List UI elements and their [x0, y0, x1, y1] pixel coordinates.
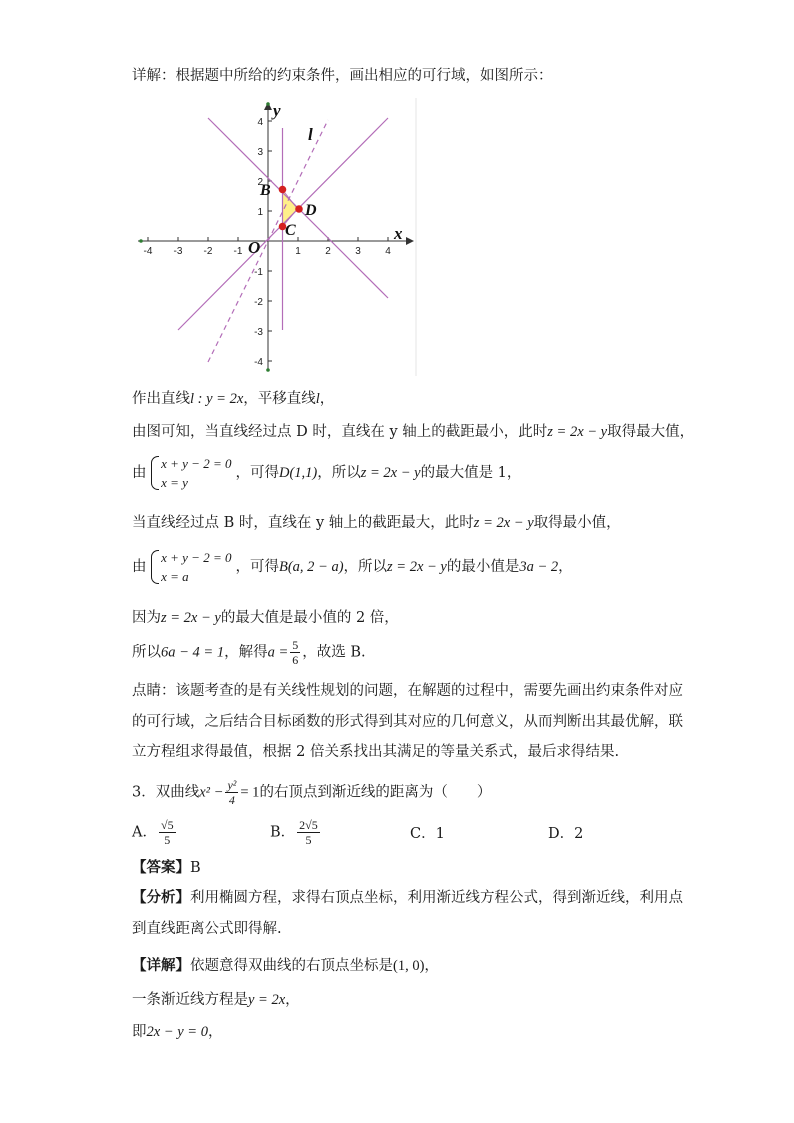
equation: x + y − 2 = 0	[161, 456, 232, 471]
point-B	[279, 186, 287, 194]
option-B[interactable]	[270, 818, 322, 847]
math: B(a, 2 − a)	[278, 559, 344, 575]
y-tick-label: 1	[257, 207, 263, 218]
denominator: 6	[292, 653, 299, 667]
label-x-axis: x	[394, 224, 403, 243]
label-C: C	[285, 222, 296, 239]
math: l	[315, 391, 320, 407]
math: = 1	[240, 784, 260, 801]
numerator: y²	[227, 778, 237, 792]
x-axis-arrow	[406, 237, 414, 245]
y-tick-label: 4	[257, 117, 263, 128]
text: ，可得	[235, 465, 279, 481]
y-tick-label: 2	[257, 177, 263, 188]
text: 的最大值是 1，	[420, 465, 522, 481]
detail-line-3	[132, 1022, 222, 1042]
label-y-axis: y	[273, 101, 281, 120]
y-axis-top-dot	[266, 102, 270, 106]
text: 利用椭圆方程，求得右顶点坐标，利用渐近线方程公式，得到渐近线，利用点	[190, 890, 683, 906]
math: 2x − y = 0	[146, 1024, 208, 1040]
question-3	[132, 778, 491, 807]
label-line-l: l	[308, 125, 313, 144]
x-tick-label: 2	[325, 246, 331, 257]
option-label: B．	[270, 824, 296, 841]
option-C[interactable]: C．1	[410, 826, 445, 842]
text: 由	[132, 465, 147, 481]
text: 由图可知，当直线经过点 D 时，直线在 y 轴上的截距最小，此时	[132, 424, 548, 440]
equation: x + y − 2 = 0	[161, 550, 232, 565]
analysis-line-2: 到直线距离公式即得解.	[132, 921, 282, 937]
numerator: 5	[292, 638, 299, 652]
math: 6a − 4 = 1	[161, 644, 225, 661]
answer-value: B	[190, 860, 201, 876]
text: ，	[319, 391, 335, 407]
math: (1, 0)	[393, 958, 425, 974]
text: 取得最小值，	[533, 515, 621, 531]
math: z = 2x − y	[387, 559, 447, 575]
math: z = 2x − y	[161, 610, 221, 626]
equation: x = y	[161, 475, 188, 490]
text: ，平移直线	[243, 391, 316, 407]
math: z = 2x − y	[360, 465, 421, 481]
math: y = 2x	[248, 992, 286, 1008]
step-line-4	[132, 513, 621, 533]
step-line-6	[132, 608, 399, 628]
y-axis-bottom-dot	[266, 368, 270, 372]
step-line-7	[132, 638, 366, 667]
y-tick-label: -1	[254, 267, 263, 278]
x-tick-label: 1	[295, 246, 301, 257]
y-tick-label: -3	[254, 327, 263, 338]
math: z = 2x − y	[547, 424, 608, 440]
axis-ticks	[144, 117, 392, 368]
x-axis-start-dot	[139, 239, 143, 243]
y-tick-label: -4	[254, 357, 263, 368]
fraction	[297, 818, 320, 847]
answer-tag: 【答案】	[132, 859, 190, 876]
x-tick-label: 4	[385, 246, 391, 257]
text: 所以	[132, 644, 161, 661]
text: 的右顶点到渐近线的距离为（ ）	[259, 784, 492, 801]
equation-system	[151, 548, 231, 586]
fraction	[225, 778, 238, 807]
step-line-3	[132, 454, 521, 492]
text: ，所以	[343, 559, 388, 575]
x-tick-label: -4	[143, 246, 153, 257]
text: ，	[424, 958, 439, 974]
analysis-tag: 【分析】	[132, 889, 190, 906]
y-tick-label: 3	[257, 147, 263, 158]
label-B: B	[260, 182, 271, 199]
step-line-5	[132, 548, 573, 586]
text: ，	[558, 559, 573, 575]
intro-text: 详解：根据题中所给的约束条件，画出相应的可行域，如图所示：	[132, 68, 553, 84]
math: 3a − 2	[519, 559, 559, 575]
analysis-line-1	[132, 888, 683, 908]
label-D: D	[305, 202, 317, 219]
denominator: 5	[164, 833, 171, 847]
remark-line-2: 的可行域，之后结合目标函数的形式得到其对应的几何意义，从而判断出其最优解，联	[132, 714, 683, 730]
text: 因为	[132, 610, 161, 626]
denominator: 5	[305, 833, 312, 847]
text: 的最小值是	[446, 559, 520, 575]
y-tick-label: -2	[254, 297, 263, 308]
x-tick-label: -3	[173, 246, 183, 257]
text: 当直线经过点 B 时，直线在 y 轴上的截距最大，此时	[132, 515, 474, 531]
numerator: 2√5	[299, 818, 318, 832]
math: D(1,1)	[278, 465, 318, 481]
detail-tag: 【详解】	[132, 957, 190, 974]
text: 一条渐近线方程是	[132, 992, 248, 1008]
point-D	[295, 205, 303, 213]
denominator: 4	[228, 793, 235, 807]
equation-system	[151, 454, 231, 492]
fraction	[290, 638, 300, 667]
detail-line-2	[132, 990, 300, 1010]
equation: x = a	[161, 569, 189, 584]
x-tick-label: -1	[233, 246, 243, 257]
text: 的最大值是最小值的 2 倍，	[220, 610, 399, 626]
text: ，	[285, 992, 300, 1008]
math: a =	[267, 644, 289, 661]
option-D[interactable]: D．2	[548, 826, 584, 842]
text: ，	[207, 1024, 223, 1040]
step-line-1	[132, 389, 334, 409]
option-A[interactable]	[132, 818, 178, 847]
x-tick-label: -2	[203, 246, 213, 257]
option-label: A．	[132, 824, 157, 841]
math: l : y = 2x	[190, 391, 244, 407]
x-tick-label: 3	[355, 246, 361, 257]
label-origin: O	[248, 238, 261, 257]
text: ，故选 B.	[302, 644, 366, 661]
math: x² −	[199, 784, 224, 801]
feasible-region-figure	[134, 98, 418, 376]
math: z = 2x − y	[473, 515, 534, 531]
text: 即	[132, 1024, 147, 1040]
fraction	[159, 818, 176, 847]
question-number: 3．双曲线	[132, 784, 200, 801]
text: 作出直线	[132, 391, 190, 407]
text: 取得最大值，	[607, 424, 695, 440]
text: ，解得	[224, 644, 268, 661]
remark-line-3: 立方程组求得最值，根据 2 倍关系找出其满足的等量关系式，最后求得结果.	[132, 744, 620, 760]
text: ，所以	[317, 465, 361, 481]
remark-line-1: 点睛：该题考查的是有关线性规划的问题，在解题的过程中，需要先画出约束条件对应	[132, 683, 683, 699]
answer-line	[132, 858, 201, 878]
numerator: √5	[160, 818, 174, 832]
step-line-2	[132, 422, 694, 442]
text: 由	[132, 559, 147, 575]
text: 依题意得双曲线的右顶点坐标是	[190, 958, 393, 974]
text: ，可得	[235, 559, 279, 575]
detail-line-1	[132, 956, 439, 976]
